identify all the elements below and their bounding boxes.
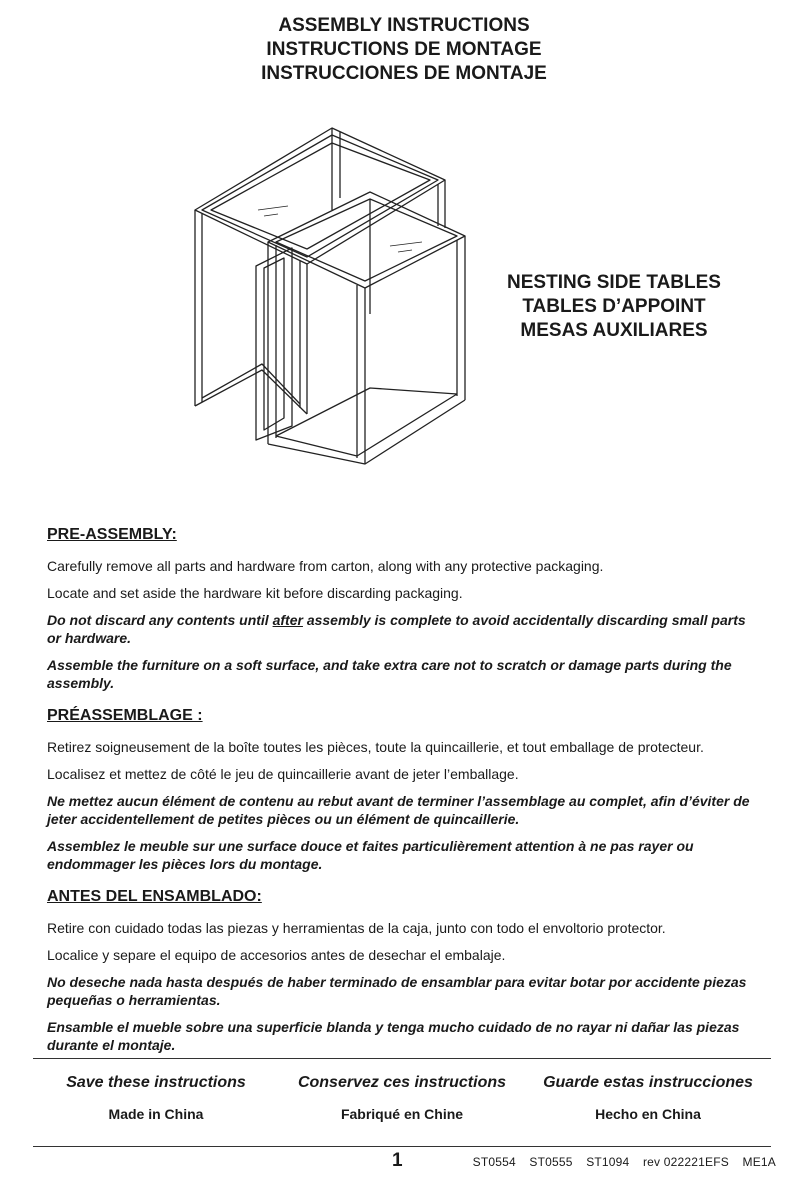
origin-row — [33, 1106, 771, 1122]
product-name-english: NESTING SIDE TABLES — [507, 272, 721, 293]
product-codes — [463, 1155, 776, 1169]
product-code: ST0554 — [472, 1155, 516, 1169]
title-french: INSTRUCTIONS DE MONTAGE — [266, 39, 542, 60]
paragraph: Carefully remove all parts and hardware from carton, along with any protective packaging. — [47, 558, 604, 574]
nesting-tables-illustration — [180, 118, 480, 478]
paragraph: Localice y separe el equipo de accesorios antes de desechar el embalaje. — [47, 947, 506, 963]
made-spanish: Hecho en China — [595, 1106, 701, 1122]
warning-paragraph: Do not discard any contents until after assembly is complete to avoid accidentally discarding small parts or hardware. — [47, 612, 746, 646]
page-number: 1 — [392, 1150, 403, 1171]
made-english: Made in China — [108, 1106, 204, 1122]
made-french: Fabriqué en Chine — [340, 1106, 464, 1122]
revision-code: rev 022221EFS — [642, 1155, 729, 1169]
warning-paragraph: Ne mettez aucun élément de contenu au rebut avant de terminer l’assemblage au complet, afin d’éviter de jeter accidentellement de petites pièces ou un élément de quincaillerie. — [47, 793, 750, 827]
title-english: ASSEMBLY INSTRUCTIONS — [278, 15, 530, 36]
warning-paragraph: No deseche nada hasta después de haber terminado de ensamblar para evitar botar por accidente piezas pequeñas o herramientas. — [47, 974, 747, 1008]
bottom-divider — [33, 1146, 771, 1147]
title-spanish: INSTRUCCIONES DE MONTAJE — [261, 63, 547, 84]
product-code: ST1094 — [586, 1155, 630, 1169]
save-english: Save these instructions — [66, 1074, 246, 1091]
underlined-word: after — [272, 612, 303, 628]
document-title — [0, 14, 808, 86]
pre-assembly-french — [47, 706, 759, 882]
product-code: ST0555 — [529, 1155, 573, 1169]
warning-paragraph: Assemblez le meuble sur une surface douce et faites particulièrement attention à ne pas rayer ou endommager les pièces lors du montage. — [47, 838, 694, 872]
save-french: Conservez ces instructions — [297, 1074, 507, 1091]
warning-paragraph: Ensamble el mueble sobre una superficie blanda y tenga mucho cuidado de no rayar ni dañar las piezas durante el montaje. — [47, 1019, 740, 1053]
paragraph: Retirez soigneusement de la boîte toutes les pièces, toute la quincaillerie, et tout emballage de protecteur. — [47, 739, 704, 755]
product-name-french: TABLES D’APPOINT — [522, 296, 706, 317]
pre-assembly-spanish — [47, 887, 759, 1063]
product-name — [490, 271, 738, 343]
revision-code: ME1A — [742, 1155, 776, 1169]
paragraph: Locate and set aside the hardware kit before discarding packaging. — [47, 585, 463, 601]
save-instructions-row — [33, 1074, 771, 1092]
section-heading: PRE-ASSEMBLY: — [47, 526, 177, 543]
paragraph: Localisez et mettez de côté le jeu de quincaillerie avant de jeter l’emballage. — [47, 766, 519, 782]
product-name-spanish: MESAS AUXILIARES — [520, 320, 708, 341]
pre-assembly-english — [47, 525, 759, 701]
warning-paragraph: Assemble the furniture on a soft surface, and take extra care not to scratch or damage parts during the assembly. — [47, 657, 732, 691]
section-heading: ANTES DEL ENSAMBLADO: — [47, 888, 262, 905]
footer-divider — [33, 1058, 771, 1059]
save-spanish: Guarde estas instrucciones — [543, 1074, 753, 1091]
section-heading: PRÉASSEMBLAGE : — [47, 707, 203, 724]
paragraph: Retire con cuidado todas las piezas y herramientas de la caja, junto con todo el envoltorio protector. — [47, 920, 666, 936]
